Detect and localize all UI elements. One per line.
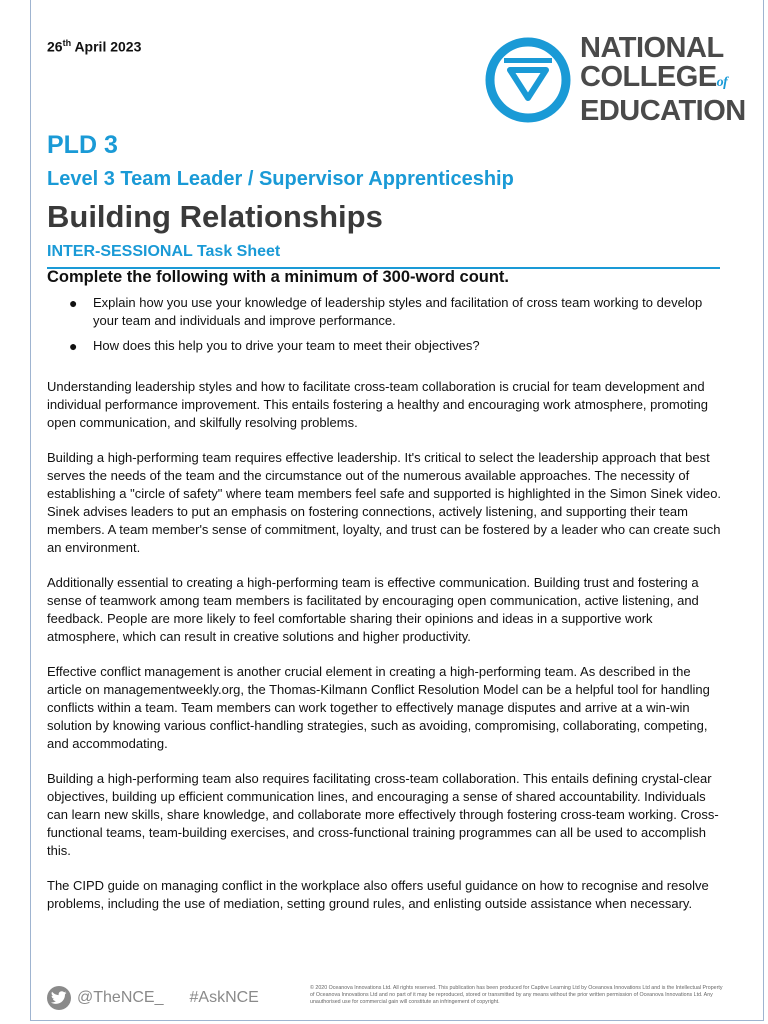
module-code: PLD 3 xyxy=(47,131,118,159)
footer-social xyxy=(47,985,259,1011)
task-instruction: Complete the following with a minimum of 300-word count. xyxy=(47,268,510,286)
paragraph: Building a high-performing team requires effective leadership. It's critical to select the leadership approach that best serves the needs of the team and the circumstance out of the numerous available approaches. The necessity of establishing a "circle of safety" where team members feel safe and supported is highlighted in the Simon Sinek video. Sinek advises leaders to put an emphasis on fostering connections, actively listening, and supporting their team members. A team member's sense of commitment, loyalty, and trust can be fostered by a leader who can create such an environment. xyxy=(47,450,722,555)
bullet-icon: ● xyxy=(69,338,78,354)
hashtag[interactable]: #AskNCE xyxy=(189,989,259,1006)
logo-wordmark: NATIONAL COLLEGEof EDUCATION xyxy=(580,32,746,127)
nce-emblem-icon xyxy=(482,34,574,126)
twitter-handle[interactable]: @TheNCE_ xyxy=(77,989,164,1006)
task-questions xyxy=(66,294,716,362)
bullet-icon: ● xyxy=(69,295,78,311)
paragraph: Additionally essential to creating a high-performing team is effective communication. Building trust and fostering a sense of teamwork among team members is facilitated by encouraging open communication, active listening, and feedback. People are more likely to feel comfortable sharing their opinions and ideas in a supportive work atmosphere, which can result in creative solutions and higher productivity. xyxy=(47,575,699,644)
list-item: ● Explain how you use your knowledge of leadership styles and facilitation of cross team working to develop your team and individuals and improve performance. xyxy=(69,295,703,328)
page-title: Building Relationships xyxy=(47,199,383,234)
paragraph: The CIPD guide on managing conflict in the workplace also offers useful guidance on how to recognise and resolve problems, including the use of mediation, setting ground rules, and enlisting outside assistance when necessary. xyxy=(47,878,709,911)
answer-body xyxy=(47,378,722,930)
document-date: 26th April 2023 xyxy=(47,38,142,55)
copyright-notice: © 2020 Oceanova Innovations Ltd. All rights reserved. This publication has been produced for Captive Learning Ltd by Oceanova Innovations Ltd and is the Intellectual Property of Oceanova Innovations Ltd and no part of it may be reproduced, stored or transmitted by any means without the prior written permission of Oceanova Innovations Ltd. Any unauthorised use for commercial gain will constitute an infringement of copyright. xyxy=(310,985,723,1005)
list-item: ● How does this help you to drive your team to meet their objectives? xyxy=(69,338,480,354)
programme-title: Level 3 Team Leader / Supervisor Apprenticeship xyxy=(47,168,514,190)
paragraph: Building a high-performing team also requires facilitating cross-team collaboration. This entails defining crystal-clear objectives, building up efficient communication lines, and encouraging a sense of shared accountability. Individuals can learn new skills, share knowledge, and collaborate more effectively through fostering cross-team working. Cross-functional teams, team-building exercises, and cross-functional training programmes can all be used to accomplish this. xyxy=(47,771,719,858)
college-logo xyxy=(482,32,746,127)
task-sheet-subtitle: INTER-SESSIONAL Task Sheet xyxy=(47,243,281,260)
paragraph: Effective conflict management is another crucial element in creating a high-performing team. As described in the article on managementweekly.org, the Thomas-Kilmann Conflict Resolution Model can be a helpful tool for handling conflicts within a team. Team members can work together to effectively manage disputes and arrive at a win-win solution by knowing various conflict-handling strategies, such as avoiding, compromising, collaborating, competing, and accommodating. xyxy=(47,664,710,751)
paragraph: Understanding leadership styles and how to facilitate cross-team collaboration is crucial for team development and individual performance improvement. This entails fostering a healthy and encouraging work atmosphere, promoting open communication, and skilfully resolving problems. xyxy=(47,379,708,430)
twitter-icon[interactable] xyxy=(47,986,71,1010)
